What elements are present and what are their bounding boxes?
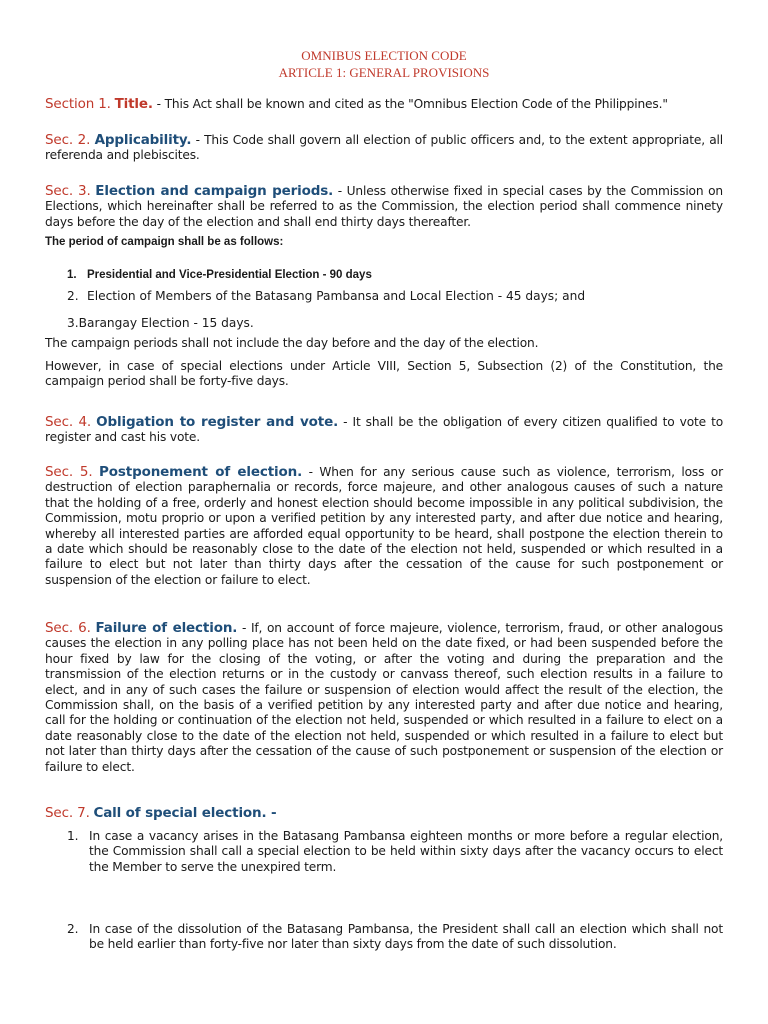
section-3-text: - Unless otherwise fixed in special cases by the Commission on Elections, which hereinafter shall be referred to as the Commission, the election period shall commence ninety days before the day of the election and shall end thirty days thereafter. [45, 184, 723, 229]
section-4 [45, 415, 723, 446]
section-7 [45, 806, 723, 821]
section-6-label: Sec. 6. [45, 620, 91, 636]
section-2-label: Sec. 2. [45, 132, 91, 148]
section-7-dash: - [266, 805, 277, 821]
campaign-item-3 [67, 316, 723, 331]
section-2-title: Applicability. [94, 132, 192, 148]
section-1-label: Section 1. [45, 96, 111, 112]
section-5-text: - When for any serious cause such as violence, terrorism, loss or destruction of election paraphernalia or records, force majeure, and other analogous causes of such a nature that the holding of a free, orderly and honest election should become impossible in any political subdivision, the Commission, motu proprio or upon a verified petition by any interested party, and after due notice and hearing, whereby all interested parties are afforded equal opportunity to be heard, shall postpone the election therein to a date which should be reasonably close to the date of the election not held, suspended or which resulted in a failure to elect but not later than thirty days after the cessation of the cause for such postponement or suspension of the election or failure to elect. [45, 465, 723, 587]
section-3-label: Sec. 3. [45, 183, 91, 199]
campaign-note-2: However, in case of special elections under Article VIII, Section 5, Subsection (2) of the Constitution, the campaign period shall be forty-five days. [45, 359, 723, 389]
special-election-item-1 [67, 829, 723, 875]
campaign-item-2-text: Election of Members of the Batasang Pambansa and Local Election - 45 days; and [87, 289, 586, 303]
campaign-note-1: The campaign periods shall not include the day before and the day of the election. [45, 336, 539, 350]
section-6 [45, 621, 723, 775]
section-3 [45, 184, 723, 230]
section-4-label: Sec. 4. [45, 414, 92, 430]
section-7-title: Call of special election. [93, 805, 267, 821]
section-5 [45, 465, 723, 588]
section-1 [45, 97, 723, 112]
campaign-period-intro: The period of campaign shall be as follows: [45, 236, 284, 248]
section-4-title: Obligation to register and vote. [96, 414, 339, 430]
campaign-item-3-text: 3.Barangay Election - 15 days. [67, 316, 254, 330]
section-6-text: - If, on account of force majeure, violence, terrorism, fraud, or other analogous causes the election in any polling place has not been held on the date fixed, or had been suspended before the hour fixed by law for the closing of the voting, or after the voting and during the preparation and the transmission of the election returns or in the custody or canvass thereof, such election results in a failure to elect, and in any of such cases the failure or suspension of election would affect the result of the election, the Commission shall, on the basis of a verified petition by any interested party and after due notice and hearing, call for the holding or continuation of the election not held, suspended or which resulted in a failure to elect on a date reasonably close to the date of the election not held, suspended or which resulted in a failure to elect but not later than thirty days after the cessation of the cause of such postponement or suspension of the election or failure to elect. [45, 621, 724, 774]
section-7-label: Sec. 7. [45, 805, 90, 821]
special-election-item-2-number: 2. [67, 922, 79, 936]
section-1-title: Title. [114, 96, 153, 112]
section-5-title: Postponement of election. [99, 464, 303, 480]
section-2-text: - This Code shall govern all election of public officers and, to the extent appropriate, all referenda and plebiscites. [45, 133, 723, 163]
special-election-item-1-text: In case a vacancy arises in the Batasang Pambansa eighteen months or more before a regular election, the Commission shall call a special election to be held within sixty days after the vacancy occurs to elect the Member to serve the unexpired term. [89, 829, 723, 874]
article-title: ARTICLE 1: GENERAL PROVISIONS [278, 65, 490, 80]
section-3-title: Election and campaign periods. [95, 183, 334, 199]
campaign-item-1-text: Presidential and Vice-Presidential Election - 90 days [87, 269, 372, 281]
special-election-item-1-number: 1. [67, 829, 79, 843]
special-election-item-2 [67, 922, 723, 953]
section-4-text: - It shall be the obligation of every citizen qualified to vote to register and cast his vote. [45, 415, 724, 445]
document-title: OMNIBUS ELECTION CODE [301, 48, 467, 63]
section-6-title: Failure of election. [95, 620, 238, 636]
special-election-item-2-text: In case of the dissolution of the Batasang Pambansa, the President shall call an election which shall not be held earlier than forty-five nor later than sixty days from the date of such dissolution. [89, 922, 723, 952]
campaign-item-2-number: 2. [67, 289, 79, 303]
section-5-label: Sec. 5. [45, 464, 93, 480]
section-1-text: - This Act shall be known and cited as the "Omnibus Election Code of the Philippines." [152, 97, 668, 111]
section-2 [45, 133, 723, 164]
campaign-item-1-number: 1. [67, 269, 77, 281]
